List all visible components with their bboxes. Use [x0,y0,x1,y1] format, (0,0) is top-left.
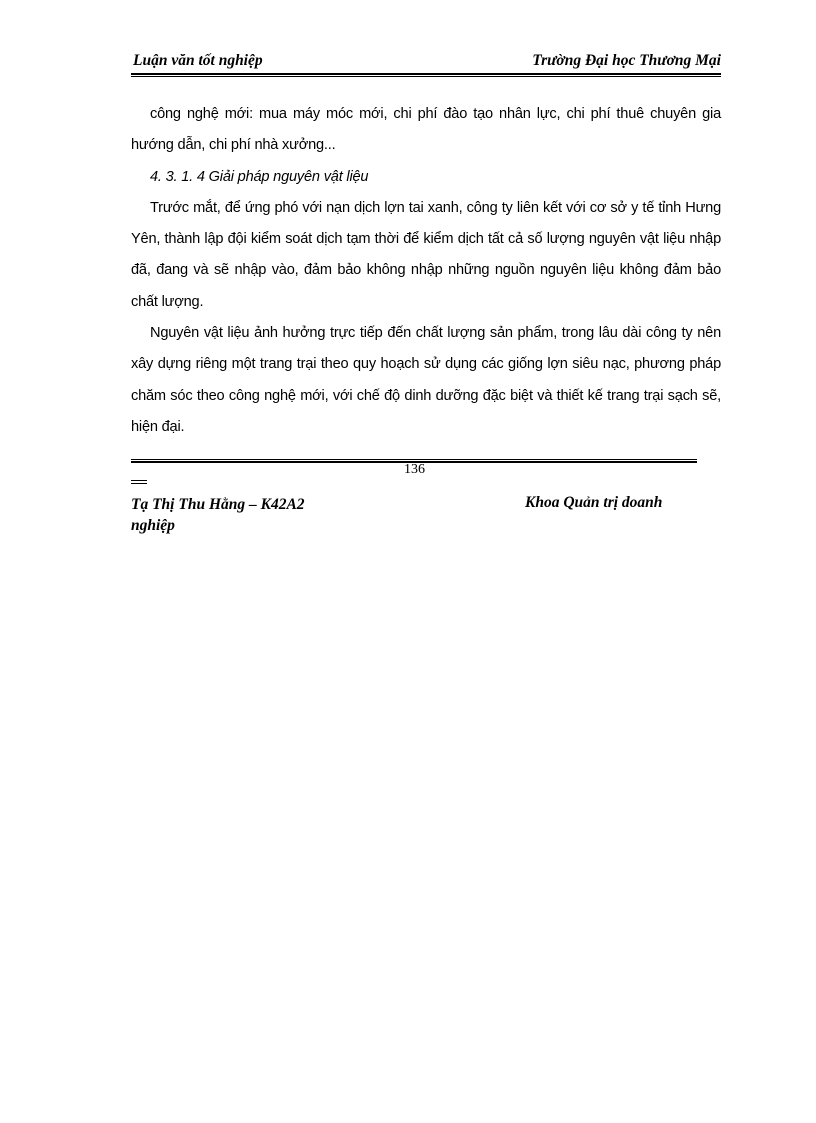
paragraph-continuation: công nghệ mới: mua máy móc mới, chi phí đào tạo nhân lực, chi phí thuê chuyên gia hướng dẫn, chi phí nhà xưởng... [131,106,721,154]
page-header [131,52,721,74]
header-thesis-title: Luận văn tốt nghiệp [133,52,263,69]
footer-divider-short [131,480,147,484]
body-content [131,99,721,443]
paragraph: Nguyên vật liệu ảnh hưởng trực tiếp đến chất lượng sản phẩm, trong lâu dài công ty nên xây dựng riêng một trang trại theo quy hoạch sử dụng các giống lợn siêu nạc, phương pháp chăm sóc theo công nghệ mới, với chế độ dinh dưỡng đặc biệt và thiết kế trang trại sạch sẽ, hiện đại. [131,325,721,435]
footer-author-line: Tạ Thị Thu Hằng – K42A2 [131,496,305,513]
section-heading: 4. 3. 1. 4 Giải pháp nguyên vật liệu [150,168,369,185]
footer-faculty: Khoa Quản trị doanh [525,494,663,511]
header-divider [131,73,721,77]
footer-author-line-wrap: nghiệp [131,517,175,534]
header-university: Trường Đại học Thương Mại [532,52,721,69]
footer-author [131,494,305,536]
page-number: 136 [404,462,425,477]
paragraph: Trước mắt, để ứng phó với nạn dịch lợn tai xanh, công ty liên kết với cơ sở y tế tỉnh Hưng Yên, thành lập đội kiểm soát dịch tạm thời để kiểm dịch tất cả số lượng nguyên vật liệu nhập đã, đang và sẽ nhập vào, đảm bảo không nhập những nguồn nguyên liệu không đảm bảo chất lượng. [131,199,721,310]
